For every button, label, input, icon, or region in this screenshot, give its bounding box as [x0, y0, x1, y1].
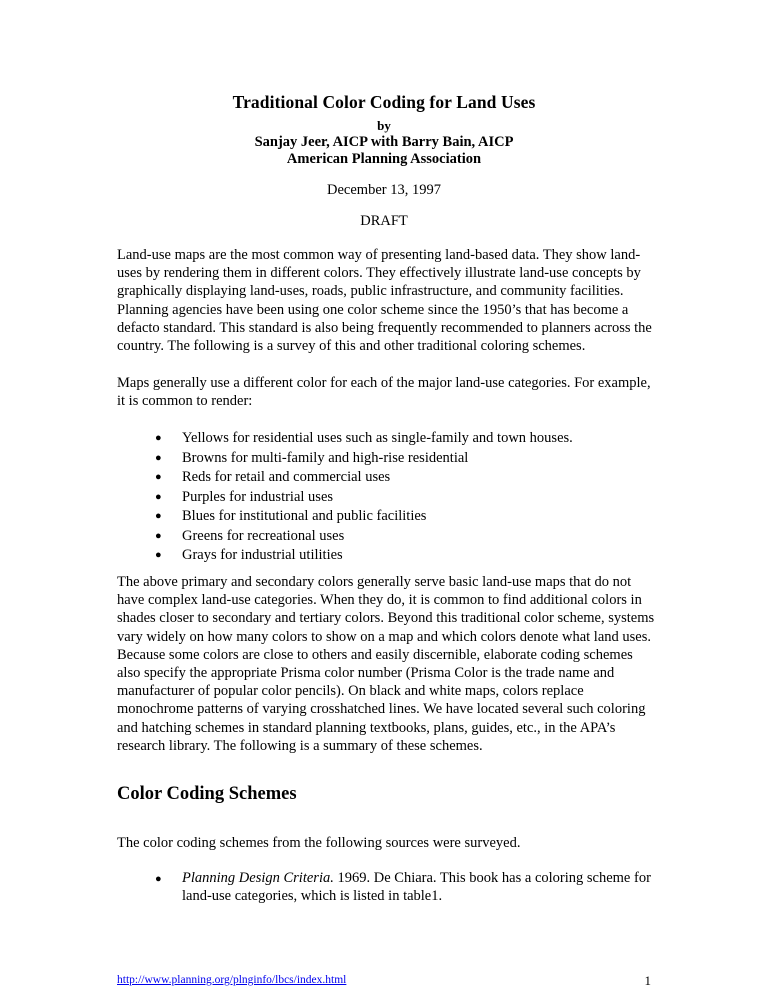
bullet-icon: ● — [155, 451, 162, 464]
list-item-text: Reds for retail and commercial uses — [182, 469, 391, 485]
document-title: Traditional Color Coding for Land Uses — [232, 92, 536, 112]
list-item — [155, 507, 675, 527]
list-item-text: Greens for recreational uses — [182, 527, 345, 544]
list-item-text: Purples for industrial uses — [182, 488, 334, 505]
source-list-item — [155, 869, 672, 905]
list-item — [155, 546, 675, 566]
list-item-text: Grays for industrial utilities — [182, 547, 343, 563]
list-item-text: Yellows for residential uses such as single-family and town houses. — [182, 430, 573, 446]
intro-paragraph: Land-use maps are the most common way of presenting land-based data. They show land-uses by rendering them in different colors. They effectively illustrate land-use concepts by graphically displaying land-uses, roads, public infrastructure, and community facilities. Planning agencies have been using one color scheme since the 1950’s that has become a defacto standard. This standard is also being frequently recommended to planners across the country. The following is a survey of this and other traditional coloring schemes. — [117, 247, 652, 355]
document-date: December 13, 1997 — [327, 182, 441, 198]
example-paragraph: Maps generally use a different color for each of the major land-use categories. For example, it is common to render: — [117, 375, 651, 410]
list-item — [155, 429, 675, 449]
authors: Sanjay Jeer, AICP with Barry Bain, AICP — [254, 134, 514, 150]
organization: American Planning Association — [286, 151, 482, 167]
list-item — [155, 449, 675, 469]
page-number: 1 — [644, 973, 651, 988]
bullet-icon: ● — [155, 432, 162, 444]
schemes-paragraph: The above primary and secondary colors generally serve basic land-use maps that do not have complex land-use categories. When they do, it is common to find additional colors in shades closer to secondary and tertiary colors. Beyond this traditional color scheme, systems vary widely on how many colors to show on a map and which colors denote what land uses. Because some colors are close to others and easily discernible, elaborate coding schemes also specify the appropriate Prisma color number (Prisma Color is the trade name and manufacturer of popular color pencils). On black and white maps, colors replace monochrome patterns of varying crosshatched lines. We have located several such coloring and hatching schemes in standard planning textbooks, plans, guides, etc., in the APA’s research library. The following is a summary of these schemes. — [117, 574, 655, 754]
section-intro: The color coding schemes from the following sources were surveyed. — [117, 835, 521, 851]
list-item-text: Blues for institutional and public facilities — [182, 508, 427, 524]
list-item — [155, 527, 675, 547]
list-item — [155, 468, 675, 488]
bullet-icon: ● — [155, 529, 162, 542]
footer-url-link[interactable]: http://www.planning.org/plnginfo/lbcs/index.html — [117, 974, 347, 986]
bullet-icon: ● — [155, 471, 162, 483]
bullet-icon: ● — [155, 873, 162, 885]
draft-label: DRAFT — [360, 213, 408, 229]
source-title: Planning Design Criteria. — [182, 870, 334, 886]
color-list — [155, 429, 675, 566]
source-description: 1969. De Chiara. This book has a coloring scheme for land-use categories, which is listed in table1. — [182, 870, 651, 905]
bullet-icon: ● — [155, 510, 162, 522]
list-item — [155, 488, 675, 508]
byline-by: by — [377, 118, 391, 133]
bullet-icon: ● — [155, 490, 162, 503]
bullet-icon: ● — [155, 549, 162, 561]
section-heading: Color Coding Schemes — [117, 784, 297, 804]
list-item-text: Browns for multi-family and high-rise residential — [182, 449, 469, 466]
